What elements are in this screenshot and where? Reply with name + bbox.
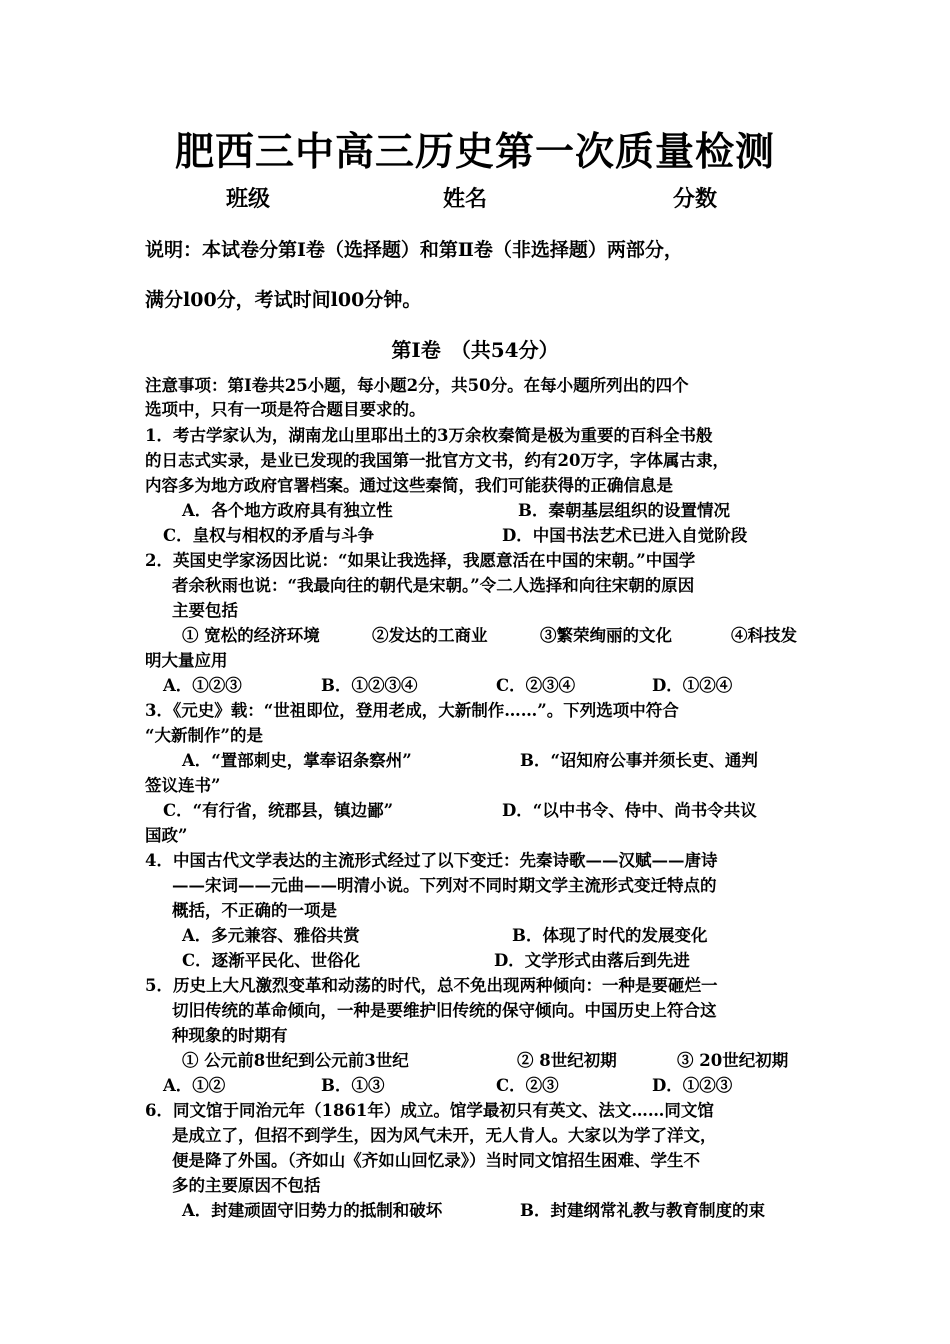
q1-line-2: 的日志式实录，是业已发现的我国第一批官方文书，约有20万字，字体属古隶， <box>145 451 729 470</box>
q2-line-1: 2．英国史学家汤因比说：“如果让我选择，我愿意活在中国的宋朝。”中国学 <box>145 551 696 570</box>
q1-option-d: D．中国书法艺术已进入自觉阶段 <box>502 526 748 545</box>
intro-line-1: 说明：本试卷分第Ⅰ卷（选择题）和第Ⅱ卷（非选择题）两部分， <box>145 239 683 261</box>
q2-line-2: 者余秋雨也说：“我最向往的朝代是宋朝。”令二人选择和向往宋朝的原因 <box>172 576 695 595</box>
notice-label: 注意事项： <box>145 376 228 395</box>
q5-line-2: 切旧传统的革命倾向，一种是要维护旧传统的保守倾向。中国历史上符合这 <box>172 1001 717 1020</box>
q2-item-4-cont: 明大量应用 <box>145 651 228 670</box>
q1-line-1: 1．考古学家认为，湖南龙山里耶出土的3万余枚秦简是极为重要的百科全书般 <box>145 426 713 445</box>
q5-item-2: ② 8世纪初期 <box>517 1051 617 1070</box>
q5-item-3: ③ 20世纪初期 <box>677 1051 789 1070</box>
q6-line-3: 便是降了外国。（齐如山《齐如山回忆录》）当时同文馆招生困难、学生不 <box>172 1151 700 1170</box>
notice-line-2: 选项中，只有一项是符合题目要求的。 <box>145 400 426 419</box>
q2-option-a: A．①②③ <box>163 676 242 695</box>
q6-line-2: 是成立了，但招不到学生，因为风气未开，无人肯人。大家以为学了洋文， <box>172 1126 717 1145</box>
q4-option-d: D．文学形式由落后到先进 <box>494 951 690 970</box>
q1-option-a: A．各个地方政府具有独立性 <box>182 501 393 520</box>
notice-line-1: 注意事项：第Ⅰ卷共25小题，每小题2分，共50分。在每小题所列出的四个 <box>145 376 689 395</box>
q4-option-a: A．多元兼容、雅俗共赏 <box>182 926 360 945</box>
q4-line-2: ——宋词——元曲——明清小说。下列对不同时期文学主流形式变迁特点的 <box>172 876 717 895</box>
q1-option-c: C．皇权与相权的矛盾与斗争 <box>163 526 375 545</box>
name-label: 姓名 <box>443 186 488 212</box>
q5-option-c: C．②③ <box>496 1076 559 1095</box>
q3-option-a: A．“置部刺史，掌奉诏条察州” <box>182 751 412 770</box>
q4-option-b: B．体现了时代的发展变化 <box>512 926 708 945</box>
exam-title: 肥西三中高三历史第一次质量检测 <box>174 129 775 175</box>
class-label: 班级 <box>226 186 271 212</box>
q1-line-3: 内容多为地方政府官署档案。通过这些秦简，我们可能获得的正确信息是 <box>145 476 673 495</box>
q3-option-d-cont: 国政” <box>145 826 188 845</box>
q3-option-c: C．“有行省，统郡县，镇边鄙” <box>163 801 394 820</box>
q1-option-b: B．秦朝基层组织的设置情况 <box>518 501 730 520</box>
q4-line-1: 4．中国古代文学表达的主流形式经过了以下变迁：先秦诗歌——汉赋——唐诗 <box>145 851 718 870</box>
q3-line-2: “大新制作”的是 <box>145 726 263 745</box>
q2-line-3: 主要包括 <box>172 601 238 620</box>
q5-line-3: 种现象的时期有 <box>172 1026 288 1045</box>
q4-option-c: C．逐渐平民化、世俗化 <box>182 951 361 970</box>
score-label: 分数 <box>673 186 718 212</box>
q3-line-1: 3．《元史》载：“世祖即位，登用老成，大新制作……”。下列选项中符合 <box>145 701 679 720</box>
q6-option-a: A．封建顽固守旧势力的抵制和破坏 <box>182 1201 443 1220</box>
q6-option-b: B．封建纲常礼教与教育制度的束 <box>520 1201 765 1220</box>
q5-line-1: 5．历史上大凡激烈变革和动荡的时代，总不免出现两种倾向：一种是要砸烂一 <box>145 976 718 995</box>
q2-item-2: ②发达的工商业 <box>372 626 488 645</box>
q5-item-1: ① 公元前8世纪到公元前3世纪 <box>182 1051 409 1070</box>
q2-option-d: D．①②④ <box>652 676 733 695</box>
q3-option-b-cont: 签议连书” <box>145 776 221 795</box>
q5-option-b: B．①③ <box>321 1076 385 1095</box>
q2-item-1: ① 宽松的经济环境 <box>182 626 320 645</box>
q3-option-b: B．“诏知府公事并须长吏、通判 <box>520 751 758 770</box>
q2-item-4: ④科技发 <box>731 626 797 645</box>
q2-option-c: C．②③④ <box>496 676 576 695</box>
q5-option-d: D．①②③ <box>652 1076 733 1095</box>
q2-option-b: B．①②③④ <box>321 676 418 695</box>
q6-line-1: 6．同文馆于同治元年（1861年）成立。馆学最初只有英文、法文……同文馆 <box>145 1101 714 1120</box>
section-1-title: 第Ⅰ卷 （共54分） <box>391 338 559 362</box>
q4-line-3: 概括，不正确的一项是 <box>172 901 337 920</box>
intro-line-2: 满分l00分，考试时间l00分钟。 <box>145 289 422 311</box>
q3-option-d: D．“以中书令、侍中、尚书令共议 <box>502 801 757 820</box>
q2-item-3: ③繁荣绚丽的文化 <box>540 626 672 645</box>
q6-line-4: 多的主要原因不包括 <box>172 1176 321 1195</box>
q5-option-a: A．①② <box>163 1076 226 1095</box>
